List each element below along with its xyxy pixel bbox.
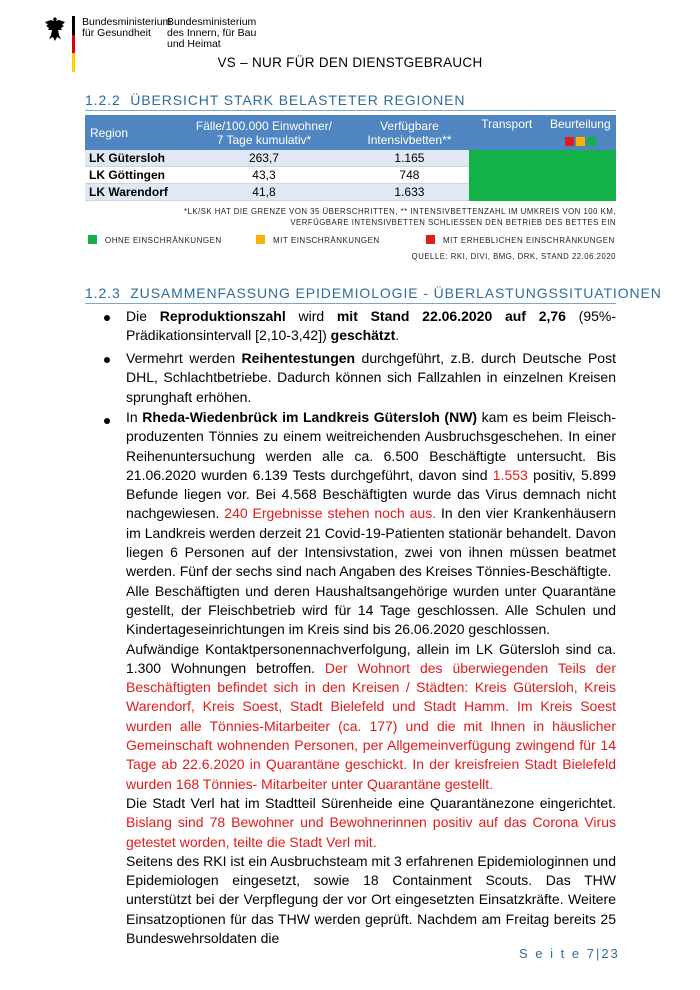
rating-status-green xyxy=(545,167,616,184)
table-row: LK Warendorf 41,8 1.633 xyxy=(85,184,616,201)
bullet-dot xyxy=(104,315,110,321)
bullet-dot xyxy=(104,418,110,424)
table-row: LK Göttingen 43,3 748 xyxy=(85,167,616,184)
legend-red-swatch xyxy=(426,235,435,244)
federal-eagle-icon xyxy=(44,16,66,42)
bullet-dot xyxy=(104,357,110,363)
col-transport-header: Transport xyxy=(469,115,545,150)
rating-yellow-square xyxy=(576,137,585,146)
ministry-interior-logo: Bundesministerium des Innern, für Bau und Heimat xyxy=(167,16,257,50)
table-footnote: *LK/SK HAT DIE GRENZE VON 35 ÜBERSCHRITTEN, ** INTENSIVBETTENZAHL IM UMKREIS VON 100 KM, VERFÜGBARE INTENSIVBETTEN SCHLIESSEN DEN BETRIEB DES BETTES EIN xyxy=(183,207,616,227)
section-rule xyxy=(85,303,616,304)
col-beds-header: Verfügbare Intensivbetten** xyxy=(350,115,469,150)
legend-green-swatch xyxy=(88,235,97,244)
table-row: LK Gütersloh 263,7 1.165 xyxy=(85,150,616,167)
legend-red: MIT ERHEBLICHEN EINSCHRÄNKUNGEN xyxy=(426,235,615,245)
transport-status-green xyxy=(469,150,545,167)
bullet-guetersloh-outbreak: In Rheda-Wiedenbrück im Landkreis Gütersloh (NW) kam es beim Fleisch-produzenten Tönnies zu einem weitreichenden Ausbruchsgeschehen. In einer Reihenuntersuchung werden alle ca. 6.500 Beschäftigte untersucht. Bis 21.06.2020 wurden 6.139 Tests durchgeführt, davon sind 1.553 positiv, 5.899 Befunde liegen vor. Bei 4.568 Beschäftigten wurde das Virus demnach nicht nachgewiesen. 240 Ergebnisse stehen noch aus. In den vier Krankenhäusern im Landkreis werden derzeit 21 Covid-19-Patienten stationär behandelt. Davon liegen 6 Personen auf der Intensivstation, zwei von ihnen müssen beatmet werden. Fünf der sechs sind nach Angaben des Kreises Tönnies-Beschäftigte. Alle Beschäftigten und deren Haushaltsangehörige wurden unter Quarantäne gestellt, der Fleischbetrieb wird für 14 Tage geschlossen. Alle Schulen und Kindertageseinrichtungen im Kreis sind bis 26.06.2020 geschlossen. Aufwändige Kontaktpersonennachverfolgung, allein im LK Gütersloh sind ca. 1.300 Wohnungen betroffen. Der Wohnort des überwiegenden Teils der Beschäftigten befindet sich in den Kreisen / Städten: Kreis Gütersloh, Kreis Warendorf, Kreis Soest, Stadt Bielefeld und Stadt Hamm. Im Kreis Soest wurden alle Tönnies-Mitarbeiter (ca. 177) und die mit Ihnen in häuslicher Gemeinschaft wohnenden Personen, per Allgemeinverfügung zwingend für 14 Tage ab 22.6.2020 in Quarantäne geschickt. In der kreisfreien Stadt Bielefeld wurden 168 Tönnies- Mitarbeiter unter Quarantäne gestellt. Die Stadt Verl hat im Stadtteil Sürenheide eine Quarantänezone eingerichtet. Bislang sind 78 Bewohner und Bewohnerinnen positiv auf das Corona Virus getestet worden, teilte die Stadt Verl mit. Seitens des RKI ist ein Ausbruchsteam mit 3 erfahrenen Epidemiologinnen und Epidemiologen eingesetzt, sowie 18 Containment Scouts. Das THW unterstützt bei der Verpflegung der vor Ort eingesetzten Einsatzkräfte. Weitere Einsatzoptionen für das THW werden geprüft. Nachdem am Freitag bereits 25 Bundeswehrsoldaten die xyxy=(126,409,616,947)
page-number: S e i t e 7|23 xyxy=(519,946,620,961)
col-rating-header: Beurteilung xyxy=(545,115,616,150)
col-region-header: Region xyxy=(85,115,178,150)
section-rule xyxy=(85,110,616,111)
section-heading-epidemiology: 1.2.3 ZUSAMMENFASSUNG EPIDEMIOLOGIE - ÜBERLASTUNGSSITUATIONEN xyxy=(85,285,662,301)
table-header-row xyxy=(85,115,616,150)
bullet-serial-testing: Vermehrt werden Reihentestungen durchgeführt, z.B. durch Deutsche Post DHL, Schlachtbetriebe. Dadurch können sich Fallzahlen in einzelnen Kreisen sprunghaft erhöhen. xyxy=(126,350,616,405)
classification-label: VS – NUR FÜR DEN DIENSTGEBRAUCH xyxy=(217,55,483,70)
legend-yellow: MIT EINSCHRÄNKUNGEN xyxy=(256,235,380,245)
ministry-health-logo: Bundesministerium für Gesundheit xyxy=(82,16,172,39)
transport-status-green xyxy=(469,167,545,184)
legend-green: OHNE EINSCHRÄNKUNGEN xyxy=(88,235,222,245)
legend-yellow-swatch xyxy=(256,235,265,244)
rating-red-square xyxy=(565,137,574,146)
col-cases-header: Fälle/100.000 Einwohner/ 7 Tage kumulativ* xyxy=(178,115,350,150)
rating-status-green xyxy=(545,150,616,167)
source-note: QUELLE: RKI, DIVI, BMG, DRK, STAND 22.06.2020 xyxy=(411,252,616,261)
section-heading-regions: 1.2.2 ÜBERSICHT STARK BELASTETER REGIONEN xyxy=(85,92,466,108)
rating-status-green xyxy=(545,184,616,201)
bullet-reproduction-number: Die Reproduktionszahl wird mit Stand 22.06.2020 auf 2,76 (95%-Prädikationsintervall [2,10-3,42]) geschätzt. xyxy=(126,308,616,344)
regions-table xyxy=(85,115,616,201)
transport-status-green xyxy=(469,184,545,201)
rating-green-square xyxy=(587,137,596,146)
